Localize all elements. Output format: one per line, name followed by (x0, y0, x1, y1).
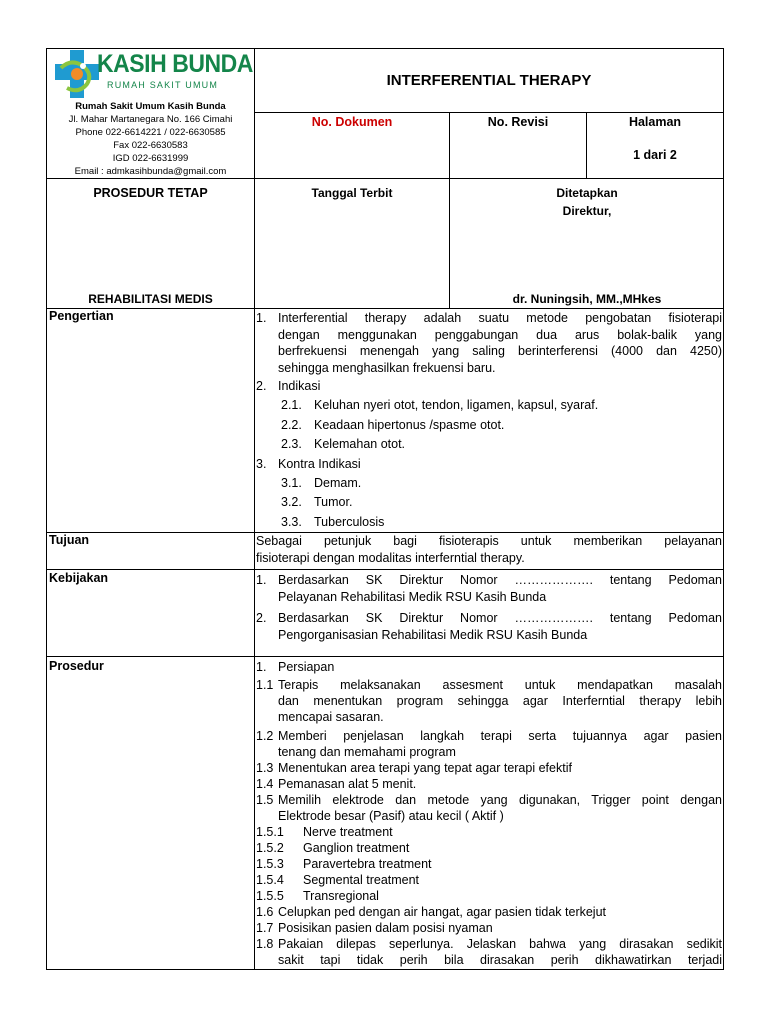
item-number: 1. (256, 311, 267, 325)
tanggal-terbit-label: Tanggal Terbit (311, 186, 393, 200)
hospital-igd: IGD 022-6631999 (112, 153, 189, 164)
persiapan-label: Persiapan (278, 660, 335, 674)
header-bottom-h (46, 308, 724, 309)
text-line: Berdasarkan SK Direktur Nomor ………………. tentang Pedoman (278, 611, 722, 625)
step-number: 1.8 (256, 937, 274, 951)
list-item (256, 610, 722, 648)
item-number: 3.2. (281, 495, 302, 509)
step-text: Ganglion treatment (303, 841, 410, 855)
step-text: Pemanasan alat 5 menit. (278, 777, 417, 791)
signatory-name: dr. Nuningsih, MM.,MHkes (512, 292, 662, 306)
item-number: 2.1. (281, 398, 302, 412)
substep-item (256, 824, 722, 840)
item-number: 1. (256, 573, 267, 587)
text-line: Interferential therapy adalah suatu metode pengobatan fisioterapi (278, 311, 722, 325)
indikasi-label: Indikasi (278, 379, 321, 393)
kontra-label: Kontra Indikasi (278, 456, 361, 471)
item-number: 2. (256, 611, 267, 625)
label-column-v (254, 308, 255, 970)
row-divider-kebijakan (46, 569, 724, 570)
hospital-contact (47, 100, 254, 178)
pengertian-label: Pengertian (49, 309, 114, 323)
hospital-email: Email : admkasihbunda@gmail.com (74, 166, 227, 177)
kebijakan-content (256, 572, 722, 648)
halaman-value: 1 dari 2 (633, 148, 677, 162)
list-item (256, 475, 722, 495)
list-item (256, 417, 722, 437)
persiapan-heading (256, 659, 722, 677)
table-border-bottom (46, 969, 724, 970)
step-text: Nerve treatment (303, 825, 393, 839)
text-line: Pakaian dilepas seperlunya. Jelaskan bahwa yang dirasakan sedikit (278, 937, 722, 951)
prosedur-tetap-label: PROSEDUR TETAP (93, 186, 208, 200)
text-line: fisioterapi dengan modalitas interferntial therapy. (256, 550, 525, 565)
item-text: Kelemahan otot. (314, 437, 406, 451)
no-revisi-label: No. Revisi (487, 115, 549, 129)
item-text: Keadaan hipertonus /spasme otot. (314, 417, 505, 432)
step-number: 1.5.4 (256, 873, 284, 887)
step-item (256, 920, 722, 936)
indikasi-heading (256, 378, 722, 397)
item-text: Tuberculosis (314, 514, 385, 529)
ditetapkan-label: Ditetapkan (556, 186, 618, 200)
step-item (256, 728, 722, 760)
no-dokumen-label: No. Dokumen (311, 115, 393, 129)
step-item (256, 760, 722, 776)
unit-label: REHABILITASI MEDIS (88, 292, 213, 306)
step-item (256, 936, 722, 968)
list-item (256, 572, 722, 610)
step-number: 1.5.3 (256, 857, 284, 871)
step-item (256, 792, 722, 824)
direktur-label: Direktur, (562, 204, 612, 218)
step-text: Posisikan pasien dalam posisi nyaman (278, 921, 493, 935)
item-text: Demam. (314, 475, 362, 490)
step-number: 1.5 (256, 793, 274, 807)
item-number: 2.2. (281, 417, 302, 432)
step-number: 1.5.2 (256, 841, 284, 855)
item-number: 3. (256, 456, 267, 471)
text-line: berfrekuensi menengah yang saling berinterferensi (4000 dan 4250) (278, 344, 722, 358)
tujuan-content (256, 533, 722, 566)
prosedur-content (256, 659, 722, 968)
substep-item (256, 872, 722, 888)
text-line: Elektrode besar (Pasif) atau kecil ( Aktif ) (278, 809, 504, 823)
item-number: 3.3. (281, 514, 302, 529)
item-number: 3.1. (281, 475, 302, 490)
step-text: Transregional (303, 889, 379, 903)
step-number: 1.6 (256, 905, 274, 919)
step-text: Menentukan area terapi yang tepat agar terapi efektif (278, 761, 572, 775)
hospital-fax: Fax 022-6630583 (113, 140, 188, 151)
text-line: tenang dan memahami program (278, 745, 456, 759)
step-number: 1.7 (256, 921, 274, 935)
text-line: Berdasarkan SK Direktur Nomor ………………. tentang Pedoman (278, 573, 722, 587)
text-line: Pengorganisasian Rehabilitasi Medik RSU Kasih Bunda (278, 627, 588, 642)
title-divider-h (254, 112, 724, 113)
text-line: Terapis melaksanakan assesment untuk mendapatkan masalah (278, 678, 722, 692)
step-number: 1.2 (256, 729, 274, 743)
text-line: dengan menggunakan penggabungan dua arus bolak-balik yang (278, 327, 722, 342)
list-item (256, 514, 722, 534)
list-item (256, 436, 722, 456)
item-number: 2. (256, 379, 267, 393)
substep-item (256, 840, 722, 856)
document-title: INTERFERENTIAL THERAPY (386, 72, 592, 89)
prosedur-label: Prosedur (49, 659, 104, 673)
text-line: sakit tapi tidak perih bila dirasakan perih dikhawatirkan terjadi (278, 953, 722, 967)
cross-logo-icon (55, 50, 99, 98)
step-text: Celupkan ped dengan air hangat, agar pasien tidak terkejut (278, 905, 607, 919)
table-border-top (46, 48, 724, 49)
meta-divider-h (46, 178, 724, 179)
row-divider-prosedur (46, 656, 724, 657)
tujuan-label: Tujuan (49, 533, 90, 547)
item-number: 1. (256, 660, 267, 674)
hospital-address: Jl. Mahar Martanegara No. 166 Cimahi (68, 114, 233, 125)
hospital-name: Rumah Sakit Umum Kasih Bunda (75, 101, 226, 112)
kebijakan-label: Kebijakan (49, 571, 109, 585)
pengertian-item-1 (256, 310, 722, 376)
logo-text: KASIH BUNDA (97, 50, 253, 78)
text-line: mencapai sasaran. (278, 710, 384, 724)
hospital-logo (55, 50, 253, 98)
item-number: 2.3. (281, 437, 302, 451)
step-number: 1.4 (256, 777, 274, 791)
text-line: dan menentukan program sehingga agar Interferntial therapy lebih (278, 694, 722, 708)
step-number: 1.1 (256, 678, 274, 692)
item-text: Keluhan nyeri otot, tendon, ligamen, kapsul, syaraf. (314, 398, 599, 412)
hospital-phone: Phone 022-6614221 / 022-6630585 (75, 127, 226, 138)
step-item (256, 904, 722, 920)
text-line: Sebagai petunjuk bagi fisioterapis untuk memberikan pelayanan (256, 534, 722, 548)
step-item (256, 677, 722, 728)
step-number: 1.5.1 (256, 825, 284, 839)
substep-item (256, 856, 722, 872)
step-text: Segmental treatment (303, 873, 420, 887)
step-item (256, 776, 722, 792)
text-line: sehingga menghasilkan frekuensi baru. (278, 360, 496, 375)
item-text: Tumor. (314, 495, 353, 509)
kontra-heading (256, 456, 722, 475)
step-number: 1.5.5 (256, 889, 284, 903)
step-number: 1.3 (256, 761, 274, 775)
list-item (256, 494, 722, 514)
pengertian-content (256, 310, 722, 533)
text-line: Memberi penjelasan langkah terapi serta tujuannya agar pasien (278, 729, 722, 743)
text-line: Memilih elektrode dan metode yang digunakan, Trigger point dengan (278, 793, 722, 807)
halaman-label: Halaman (628, 115, 682, 129)
step-text: Paravertebra treatment (303, 857, 432, 871)
text-line: Pelayanan Rehabilitasi Medik RSU Kasih Bunda (278, 589, 547, 604)
substep-item (256, 888, 722, 904)
list-item (256, 397, 722, 417)
logo-subtext: RUMAH SAKIT UMUM (107, 80, 219, 90)
